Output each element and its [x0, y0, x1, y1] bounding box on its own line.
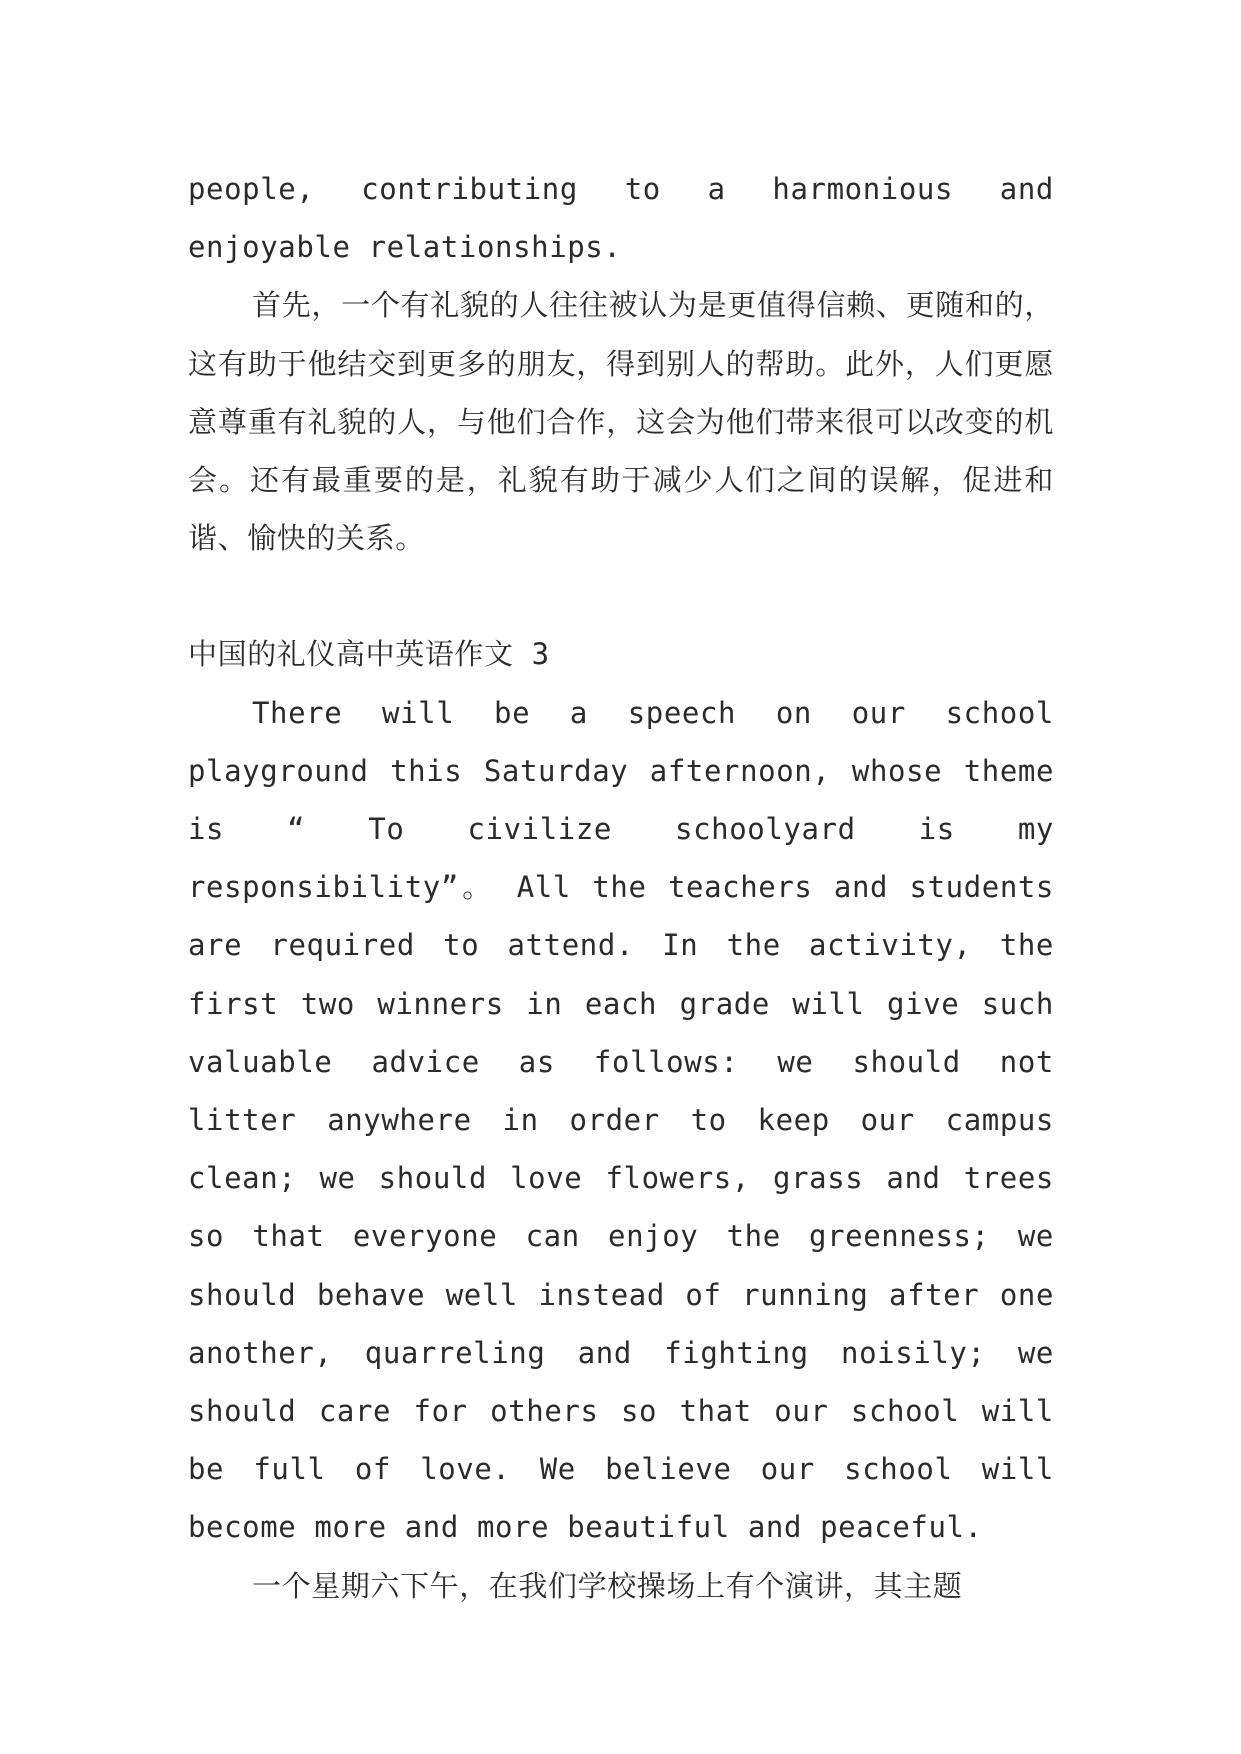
paragraph-english-essay: There will be a speech on our school playground this Saturday afternoon, whose theme is “ To civilize schoolyard is my responsibility”。 All the teachers and students are required to attend. In the activity, the first two winners in each grade will give such valuable advice as follows: we should not litter anywhere in order to keep our campus clean; we should love flowers, grass and trees so that everyone can enjoy the greenness; we should behave well instead of running after one another, quarreling and fighting noisily; we should care for others so that our school will be full of love. We believe our school will become more and more beautiful and peaceful.: [188, 695, 1054, 1545]
paragraph-chinese-essay: 一个星期六下午，在我们学校操场上有个演讲，其主题: [252, 1568, 963, 1603]
section-gap: [188, 567, 1054, 625]
document-body: [188, 160, 1054, 1615]
section-heading: 中国的礼仪高中英语作文 3: [188, 637, 550, 672]
paragraph-english-continuation: people, contributing to a harmonious and enjoyable relationships.: [188, 172, 1054, 265]
paragraph-chinese-translation: 首先，一个有礼貌的人往往被认为是更值得信赖、更随和的，这有助于他结交到更多的朋友，得到别人的帮助。此外，人们更愿意尊重有礼貌的人，与他们合作，这会为他们带来很可以改变的机会。还有最重要的是，礼貌有助于减少人们之间的误解，促进和谐、愉快的关系。: [188, 288, 1054, 556]
